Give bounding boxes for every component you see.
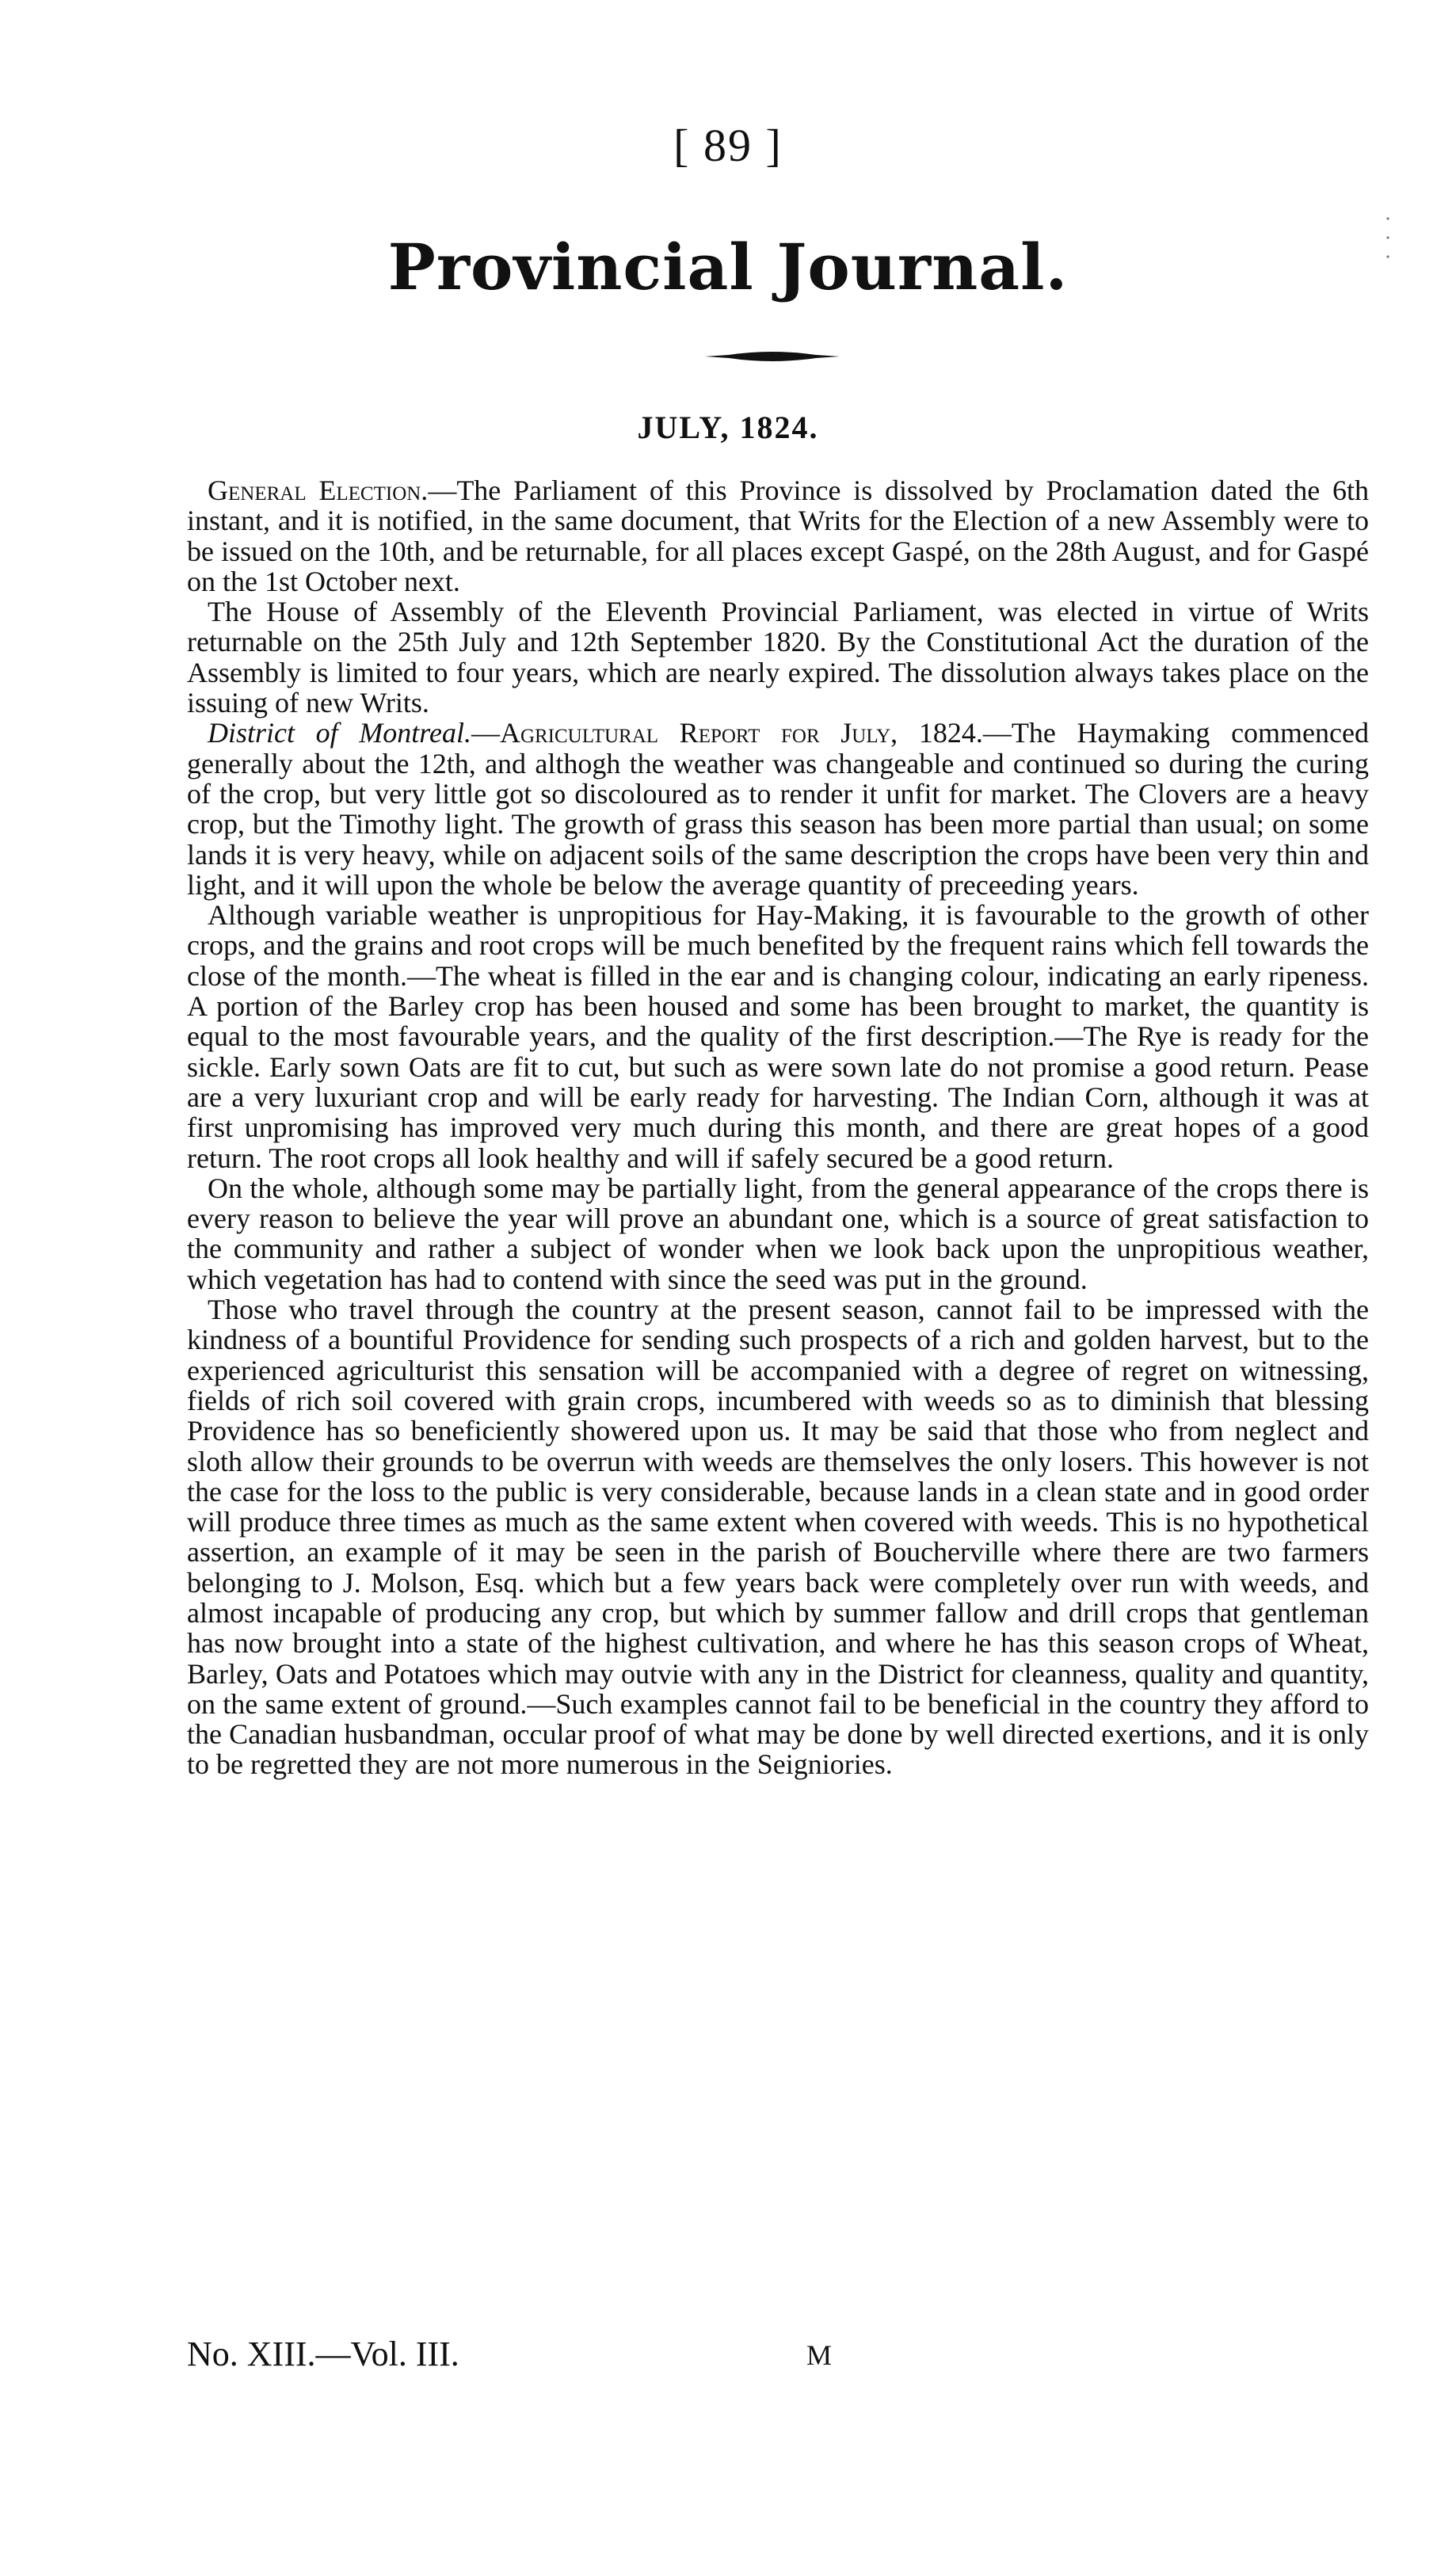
page-footer (187, 2334, 1369, 2373)
paragraph-district-montreal (187, 718, 1369, 900)
issue-date-heading: JULY, 1824. (637, 410, 819, 445)
printer-signature-mark: M (806, 2339, 833, 2371)
paragraph-general-election (187, 475, 1369, 597)
section-head-district-montreal: District of Montreal. (208, 717, 471, 749)
paragraph-travellers: Those who travel through the country at the present season, cannot fail to be impressed with the kindness of a bountiful Providence for sending such prospects of a rich and golden harvest, but to the experienced agriculturist this sensation will be accompanied with a degree of regret on witnessing, fields of rich soil covered with grain crops, incumbered with weeds so as to diminish that blessing Providence has so beneficiently showered upon us. It may be said that those who from neglect and sloth allow their grounds to be overrun with weeds are themselves the only losers. This however is not the case for the loss to the public is very considerable, because lands in a clean state and in good order will produce three times as much as the same extent when covered with weeds. This is no hypothetical assertion, an example of it may be seen in the parish of Boucherville where there are two farmers belonging to J. Molson, Esq. which but a few years back were completely over run with weeds, and almost incapable of producing any crop, but which by summer fallow and drill crops that gentleman has now brought into a state of the highest cultivation, and where he has this season crops of Wheat, Barley, Oats and Potatoes which may outvie with any in the District for cleanness, quality and quantity, on the same extent of ground.—Such examples cannot fail to be beneficial in the country they afford to the Canadian husbandman, occular proof of what may be done by well directed exertions, and it is only to be regretted they are not more numerous in the Seigniories. (187, 1294, 1369, 1781)
agricultural-report-heading: —Agricultural Report for July, 1824. (471, 717, 983, 749)
paragraph-general-election-text: —The Parliament of this Province is dissolved by Proclamation dated the 6th instant, and it is notified, in the same document, that Writs for the Election of a new Assembly were to be issued on the 10th, and be returnable, for all places except Gaspé, on the 28th August, and for Gaspé on the 1st October next. (187, 475, 1369, 597)
paragraph-on-the-whole: On the whole, although some may be partially light, from the general appearance of the crops there is every reason to believe the year will prove an abundant one, which is a source of great satisfaction to the community and rather a subject of wonder when we look back upon the unpropitious weather, which vegetation has had to contend with since the seed was put in the ground. (187, 1172, 1369, 1295)
article-body (187, 475, 1369, 1780)
journal-title: Provincial Journal. (387, 230, 1069, 304)
paragraph-house-of-assembly: The House of Assembly of the Eleventh Provincial Parliament, was elected in virtue of Writs returnable on the 25th July and 12th September 1820. By the Constitutional Act the duration of the Assembly is limited to four years, which are nearly expired. The dissolution always takes place on the issuing of new Writs. (187, 596, 1369, 719)
section-head-general-election: General Election. (208, 475, 429, 506)
page-number: [ 89 ] (673, 120, 783, 171)
title-ornament-rule (705, 347, 840, 366)
paragraph-crops: Although variable weather is unpropitious for Hay-Making, it is favourable to the growth of other crops, and the grains and root crops will be much benefited by the frequent rains which fell towards the close of the month.—The wheat is filled in the ear and is changing colour, indicating an early ripeness. A portion of the Barley crop has been housed and some has been brought to market, the quantity is equal to the most favourable years, and the quality of the first description.—The Rye is ready for the sickle. Early sown Oats are fit to cut, but such as were sown late do not promise a good return. Pease are a very luxuriant crop and will be early ready for harvesting. The Indian Corn, although it was at first unpromising has improved very much during this month, and there are great hopes of a good return. The root crops all look healthy and will if safely secured be a good return. (187, 899, 1369, 1174)
volume-number: No. XIII.—Vol. III. (187, 2335, 459, 2373)
paragraph-district-montreal-text: —The Haymaking commenced generally about the 12th, and althogh the weather was changeable and continued so during the curing of the crop, but very little got so discoloured as to render it unfit for market. The Clovers are a heavy crop, but the Timothy light. The growth of grass this season has been more partial than usual; on some lands it is very heavy, while on adjacent soils of the same description the crops have been very thin and light, and it will upon the whole be below the average quantity of preceeding years. (187, 717, 1369, 901)
